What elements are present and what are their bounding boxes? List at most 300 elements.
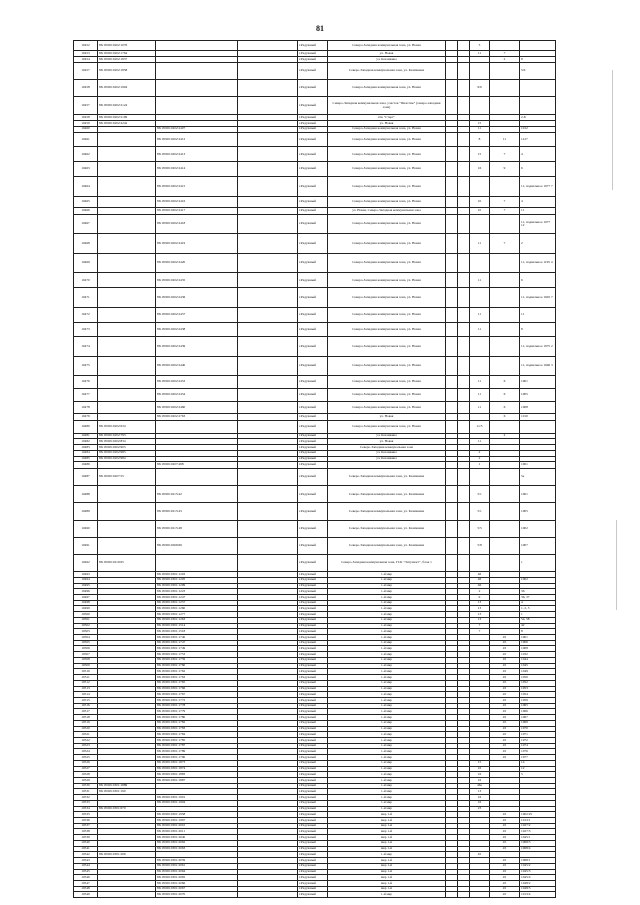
building-number: 15 [470,760,490,766]
empty-cell [458,62,470,79]
street-address: гпк "Старт" [328,115,446,121]
cadastral-number-secondary [156,421,238,434]
street-address: Северо-Западная коммунальная зона, ул. Новая [328,132,446,147]
street-address: 1-й мкр [328,589,446,595]
record-number: 10525 [74,755,98,761]
premises-number: 1045 [520,663,556,669]
empty-cell [458,147,470,162]
city-name: г.Радужный [298,433,328,439]
city-name: г.Радужный [298,97,328,115]
empty-cell [446,62,458,79]
empty-cell [458,132,470,147]
block-number: 6 [490,414,520,421]
register-row [74,97,556,115]
block-number [490,486,520,503]
premises-number: 1008 [520,646,556,652]
city-name: г.Радужный [298,208,328,215]
building-number: 46 [470,577,490,583]
cadastral-number-secondary: 86:18:0010301:1749 [156,646,238,652]
register-row [74,469,556,486]
empty-cell [238,389,298,402]
cadastral-number-primary: 86:18:0010202:2124 [98,97,156,115]
register-row [74,196,556,207]
city-name: г.Радужный [298,886,328,892]
premises-number: 1008 [520,401,556,414]
empty-cell [458,892,470,898]
building-number: 2 [470,456,490,462]
street-address: мкр 1-й [328,875,446,881]
city-name: г.Радужный [298,389,328,402]
block-number: 45 [490,675,520,681]
cadastral-number-primary: 86:18:0010202:1904 [98,79,156,96]
city-name: г.Радужный [298,214,328,233]
empty-cell [458,273,470,288]
cadastral-number-secondary: 86:18:0010301:1779 [156,709,238,715]
record-number: 10497 [74,595,98,601]
block-number: 45 [490,818,520,824]
building-number [470,177,490,196]
property-register-table [73,40,556,898]
cadastral-number-secondary: 86:18:0010301:1760 [156,663,238,669]
city-name: г.Радужный [298,121,328,127]
empty-cell [458,554,470,571]
city-name: г.Радужный [298,503,328,520]
street-address: 1-й мкр [328,617,446,623]
register-row [74,486,556,503]
block-number: 45 [490,640,520,646]
record-number: 10504 [74,635,98,641]
record-number: 10544 [74,863,98,869]
cadastral-number-secondary: 86:18:0010301:1901 [156,795,238,801]
empty-cell [446,462,458,469]
record-number: 10526 [74,760,98,766]
record-number: 10467 [74,214,98,233]
cadastral-number-secondary: 86:18:0010301:1257 [156,600,238,606]
cadastral-number-secondary [156,79,238,96]
block-number: 45 [490,892,520,898]
empty-cell [458,421,470,434]
building-number: 5/1 [470,503,490,520]
premises-number: 11, подвальное 1977 7 [520,177,556,196]
cadastral-number-secondary: 86:18:0010301:1263 [156,617,238,623]
cadastral-number-secondary: 86:18:0010202:2412 [156,132,238,147]
cadastral-number-primary [98,132,156,147]
building-number [470,469,490,486]
empty-cell [238,469,298,486]
city-name: г.Радужный [298,760,328,766]
premises-number: 1013/4 [520,892,556,898]
register-row [74,41,556,51]
cadastral-number-secondary: 86:18:0010301:1778 [156,703,238,709]
empty-cell [446,214,458,233]
record-number: 10457 [74,62,98,79]
building-number: 11 [470,273,490,288]
record-number: 10490 [74,520,98,537]
street-address: мкр 1-й [328,829,446,835]
street-address [328,462,446,469]
empty-cell [446,253,458,272]
building-number: 13 [470,606,490,612]
cadastral-number-primary: 86:18:0010202:793 [98,433,156,439]
cadastral-number-secondary: 86:18:0010301:1514 [156,623,238,629]
register-row [74,208,556,215]
cadastral-number-secondary: 86:18:0010301:1740 [156,635,238,641]
empty-cell [446,322,458,337]
street-address: мкр 1-й [328,840,446,846]
city-name: г.Радужный [298,162,328,177]
record-number: 10541 [74,846,98,852]
building-number: 15 [470,147,490,162]
street-address: 1-й мкр [328,760,446,766]
street-address: Северо-Западная коммунальная зона, ул. Новая [328,273,446,288]
empty-cell [458,537,470,554]
empty-cell [458,486,470,503]
city-name: г.Радужный [298,177,328,196]
block-number: 45 [490,686,520,692]
street-address: ул. Новая [328,414,446,421]
city-name: г.Радужный [298,755,328,761]
block-number: 45 [490,635,520,641]
block-number: 45 [490,858,520,864]
cadastral-number-primary [98,376,156,389]
cadastral-number-secondary: 86:18:0010301:1260 [156,606,238,612]
building-number: 16 [470,766,490,772]
empty-cell [458,214,470,233]
street-address: мкр 1-й [328,863,446,869]
cadastral-number-secondary: 86:18:0010301:1783 [156,726,238,732]
city-name: г.Радужный [298,617,328,623]
block-number: 45 [490,749,520,755]
empty-cell [238,486,298,503]
city-name: г.Радужный [298,652,328,658]
premises-number: 1067 [520,715,556,721]
city-name: г.Радужный [298,51,328,57]
cadastral-number-primary [98,401,156,414]
empty-cell [446,97,458,115]
record-number: 10457 [74,97,98,115]
city-name: г.Радужный [298,520,328,537]
city-name: г.Радужный [298,743,328,749]
empty-cell [446,208,458,215]
premises-number: 1010 [520,414,556,421]
building-number: 46а [470,783,490,789]
record-number: 10542 [74,852,98,858]
block-number: 45 [490,863,520,869]
cadastral-number-primary [98,214,156,233]
cadastral-number-primary [98,503,156,520]
cadastral-number-secondary: 86:18:0010202:2438 [156,322,238,337]
block-number: 2 [490,433,520,439]
empty-cell [458,288,470,307]
empty-cell [238,537,298,554]
empty-cell [446,307,458,322]
cadastral-number-secondary: 86:18:0010202:2453 [156,376,238,389]
record-number: 10462 [74,147,98,162]
street-address: Северо-Западная коммунальная зона, ул. Новая [328,421,446,434]
premises-number: 1044 [520,657,556,663]
cadastral-number-secondary: 86:18:0010301:1759 [156,657,238,663]
premises-number: 42 [520,623,556,629]
record-number: 10466 [74,208,98,215]
city-name: г.Радужный [298,766,328,772]
block-number: 45 [490,657,520,663]
city-name: г.Радужный [298,572,328,578]
city-name: г.Радужный [298,253,328,272]
city-name: г.Радужный [298,486,328,503]
city-name: г.Радужный [298,469,328,486]
city-name: г.Радужный [298,456,328,462]
city-name: г.Радужный [298,692,328,698]
record-number: 10520 [74,726,98,732]
register-row [74,132,556,147]
cadastral-number-secondary: 86:18:0010301:1247 [156,595,238,601]
record-number: 10485 [74,456,98,462]
street-address: 1-й мкр [328,652,446,658]
street-address: Северо-Западная коммунальная зона, ул. Новая [328,196,446,207]
street-address: 1-й мкр [328,726,446,732]
street-address: 1-й мкр [328,600,446,606]
empty-cell [238,520,298,537]
building-number: 3 [470,41,490,51]
register-row [74,462,556,469]
city-name: г.Радужный [298,79,328,96]
block-number: 6 [490,401,520,414]
block-number: 45 [490,880,520,886]
city-name: г.Радужный [298,462,328,469]
cadastral-number-secondary: 86:18:0010301:1753 [156,652,238,658]
empty-cell [458,401,470,414]
street-address: 1-й мкр [328,852,446,858]
cadastral-number-secondary: 86:18:0010301:1904 [156,800,238,806]
street-address: 1-й мкр [328,675,446,681]
register-row [74,214,556,233]
register-row [74,401,556,414]
premises-number: 1002 [520,577,556,583]
cadastral-number-secondary: 86:18:0010301:1785 [156,737,238,743]
cadastral-number-secondary: 86:18:0010301:1767 [156,692,238,698]
record-number: 10495 [74,583,98,589]
block-number: 45 [490,875,520,881]
street-address: ул. Казамкина [328,57,446,63]
record-number: 10518 [74,715,98,721]
cadastral-number-primary: 86:18:0010210:65 [98,554,156,571]
empty-cell [458,469,470,486]
cadastral-number-secondary [156,41,238,51]
cadastral-number-secondary: 86:18:0010301:1789 [156,749,238,755]
empty-cell [238,79,298,96]
street-address: Северо-Западная коммунальная зона, ул. Казамкина [328,503,446,520]
cadastral-number-primary [98,486,156,503]
cadastral-number-secondary: 86:18:0010202:2417 [156,208,238,215]
empty-cell [238,273,298,288]
empty-cell [458,307,470,322]
premises-number: 1072 [520,737,556,743]
street-address: ул. Казамкина [328,456,446,462]
cadastral-number-secondary: 86:18:0010202:2436 [156,288,238,307]
street-address: 1-й мкр [328,715,446,721]
record-number: 10533 [74,800,98,806]
premises-number: 1054 [520,692,556,698]
street-address: Северо-Западная коммунальная зона, ул. Новая [328,389,446,402]
block-number: 45 [490,715,520,721]
empty-cell [238,401,298,414]
register-body [74,41,556,898]
street-address: мкр 1-й [328,823,446,829]
street-address: 1-й мкр [328,783,446,789]
street-address: ул. Казамкина [328,450,446,456]
city-name: г.Радужный [298,863,328,869]
block-number: 45 [490,737,520,743]
premises-number: 1048/3 [520,886,556,892]
street-address: 1-й мкр [328,686,446,692]
cadastral-number-primary: 86:18:0010202:1837 [98,57,156,63]
record-number: 10472 [74,307,98,322]
building-number: 13 [470,600,490,606]
cadastral-number-primary [98,177,156,196]
block-number: 45 [490,697,520,703]
empty-cell [238,307,298,322]
cadastral-number-primary [98,356,156,375]
cadastral-number-primary: 86:18:0010202:1858 [98,62,156,79]
cadastral-number-secondary: 86:18:0010301:1772 [156,697,238,703]
city-name: г.Радужный [298,720,328,726]
building-number: 45 [470,852,490,858]
street-address: 1-й мкр [328,657,446,663]
street-address: 1-й мкр [328,789,446,795]
block-number: 45 [490,646,520,652]
street-address: 1-й мкр [328,583,446,589]
premises-number: 2 [520,234,556,253]
premises-number: 1005 [520,389,556,402]
premises-number: 8 [520,322,556,337]
block-number: 45 [490,869,520,875]
record-number: 10519 [74,720,98,726]
cadastral-number-secondary: 86:18:0010301:2010 [156,823,238,829]
record-number: 10515 [74,697,98,703]
street-address: Северо-Западная коммунальная зона, ул. Новая [328,147,446,162]
cadastral-number-secondary: 86:18:0010215:48 [156,520,238,537]
premises-number: 1052 [520,680,556,686]
building-number: 10 [470,196,490,207]
city-name: г.Радужный [298,858,328,864]
city-name: г.Радужный [298,732,328,738]
city-name: г.Радужный [298,829,328,835]
block-number: 45 [490,703,520,709]
block-number [490,273,520,288]
record-number: 10463 [74,162,98,177]
street-address: 1-й мкр [328,629,446,635]
empty-cell [446,892,458,898]
empty-cell [446,401,458,414]
empty-cell [238,892,298,898]
record-number: 10469 [74,253,98,272]
empty-cell [446,288,458,307]
empty-cell [238,322,298,337]
city-name: г.Радужный [298,835,328,841]
city-name: г.Радужный [298,646,328,652]
cadastral-number-primary: 86:18:0010301:670 [98,806,156,812]
street-address: 1-й мкр [328,572,446,578]
block-number: 7 [490,147,520,162]
block-number [490,214,520,233]
premises-number: 11 [520,208,556,215]
cadastral-number-secondary: 86:18:0010202:2440 [156,356,238,375]
premises-number: 11, подвальное 1977 12 [520,214,556,233]
city-name: г.Радужный [298,57,328,63]
record-number: 10547 [74,880,98,886]
city-name: г.Радужный [298,675,328,681]
street-address: ул. Новая [328,51,446,57]
cadastral-number-primary: 86:18:0010202:2199 [98,115,156,121]
record-number: 10484 [74,450,98,456]
cadastral-number-primary: 86:18:0010202:1764 [98,51,156,57]
cadastral-number-secondary: 86:18:0010301:1209 [156,583,238,589]
premises-number: 1001 [520,486,556,503]
city-name: г.Радужный [298,852,328,858]
street-address: 1-й мкр [328,595,446,601]
block-number: 45 [490,732,520,738]
empty-cell [446,389,458,402]
building-number: 15 [470,121,490,127]
record-number: 10503 [74,629,98,635]
city-name: г.Радужный [298,869,328,875]
premises-number: 1048/2 [520,880,556,886]
empty-cell [238,356,298,375]
premises-number: 1068/4 [520,846,556,852]
empty-cell [446,337,458,356]
city-name: г.Радужный [298,126,328,132]
premises-number: 1070 [520,726,556,732]
block-number: 45 [490,669,520,675]
city-name: г.Радужный [298,795,328,801]
premises-number: 1001 [520,635,556,641]
register-row [74,356,556,375]
cadastral-number-secondary: 86:18:0010215:42 [156,486,238,503]
street-address: Северо-Западная коммунальная зона, ул. Новая [328,79,446,96]
street-address: 1-й мкр [328,680,446,686]
street-address: 1-й мкр [328,800,446,806]
premises-number: 1068/3 [520,840,556,846]
street-address: 1-й мкр [328,623,446,629]
premises-number: 1, 2, 3 [520,606,556,612]
cadastral-number-primary: 86:18:0010301:206 [98,852,156,858]
cadastral-number-secondary: 86:18:0010301:1765 [156,680,238,686]
city-name: г.Радужный [298,62,328,79]
empty-cell [446,162,458,177]
record-number: 10502 [74,623,98,629]
cadastral-number-primary [98,537,156,554]
empty-cell [238,97,298,115]
empty-cell [458,337,470,356]
city-name: г.Радужный [298,337,328,356]
block-number: 45 [490,720,520,726]
cadastral-number-secondary: 86:18:0010202:2454 [156,389,238,402]
premises-number: 1045/3 [520,869,556,875]
building-number: 9/6 [470,79,490,96]
empty-cell [446,503,458,520]
record-number: 10458 [74,79,98,96]
city-name: г.Радужный [298,401,328,414]
city-name: г.Радужный [298,772,328,778]
street-address: Северо-Западная коммунальная зона, ул. Казамкина [328,520,446,537]
building-number [470,62,490,79]
street-address: 1-й мкр [328,577,446,583]
building-number [470,337,490,356]
premises-number: 11, подвальное 1975 2 [520,337,556,356]
block-number: 45 [490,835,520,841]
empty-cell [238,177,298,196]
city-name: г.Радужный [298,439,328,445]
